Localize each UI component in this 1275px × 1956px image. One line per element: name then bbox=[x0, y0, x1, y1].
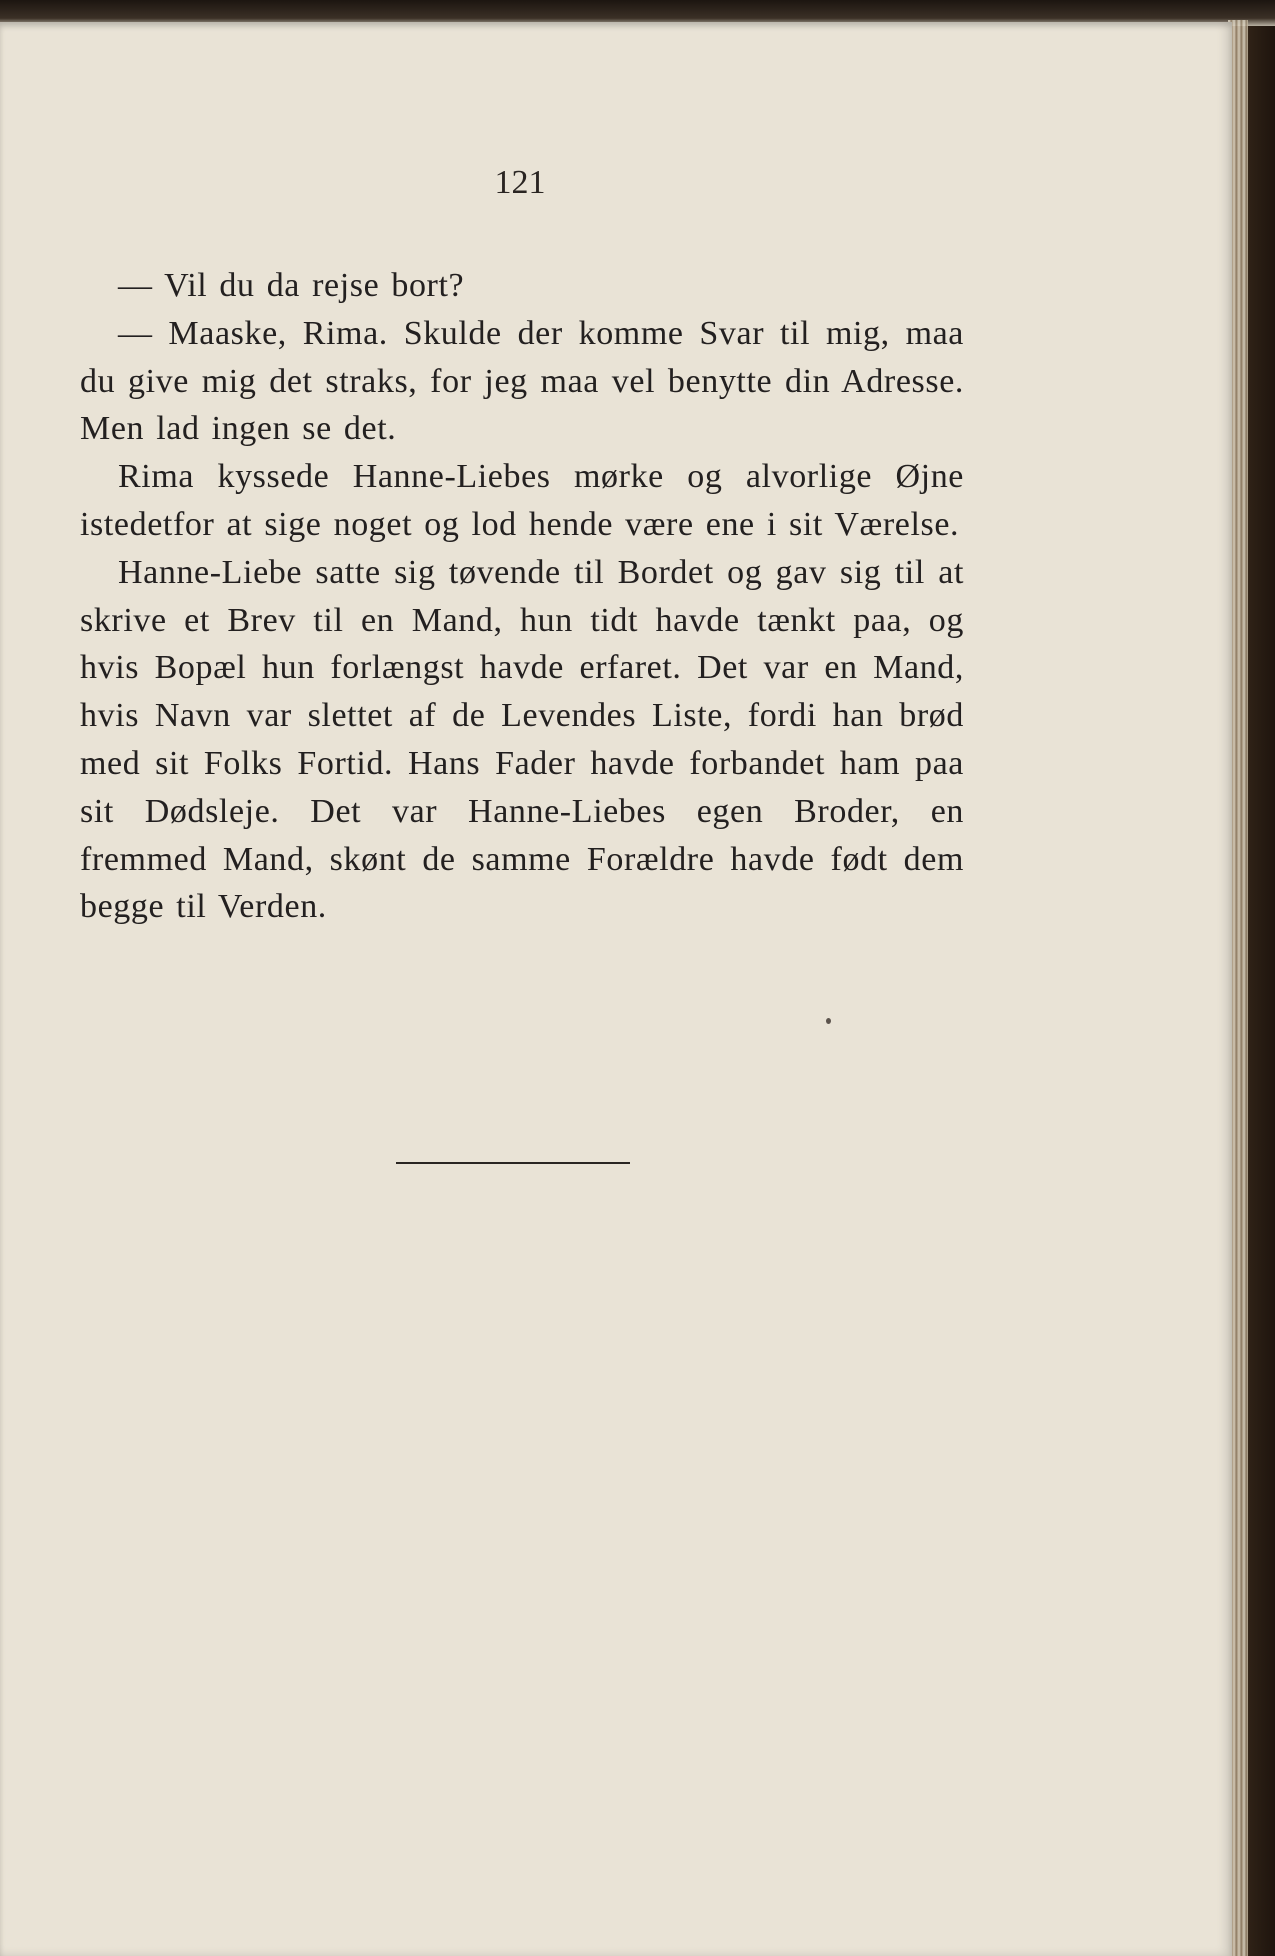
paragraph: Rima kyssede Hanne-Liebes mørke og alvorlige Øjne istedetfor at sige noget og lod hende være ene i sit Værelse. bbox=[80, 458, 964, 543]
book-page bbox=[0, 22, 1232, 1956]
ink-speck bbox=[826, 1018, 831, 1024]
body-text bbox=[80, 262, 964, 931]
page-number: 121 bbox=[494, 164, 546, 201]
paragraph: Hanne-Liebe satte sig tøvende til Bordet og gav sig til at skrive et Brev til en Mand, hun tidt havde tænkt paa, og hvis Bopæl hun forlængst havde erfaret. Det var en Mand, hvis Navn var slettet af de Levendes Liste, fordi han brød med sit Folks Fortid. Hans Fader havde forbandet ham paa sit Dødsleje. Det var Hanne-Liebes egen Broder, en fremmed Mand, skønt de samme Forældre havde født dem begge til Verden. bbox=[80, 553, 964, 926]
end-rule bbox=[396, 1162, 630, 1164]
paragraph: — Vil du da rejse bort? bbox=[118, 267, 465, 304]
paragraph: — Maaske, Rima. Skulde der komme Svar til mig, maa du give mig det straks, for jeg maa vel benytte din Adresse. Men lad ingen se det. bbox=[80, 314, 964, 448]
